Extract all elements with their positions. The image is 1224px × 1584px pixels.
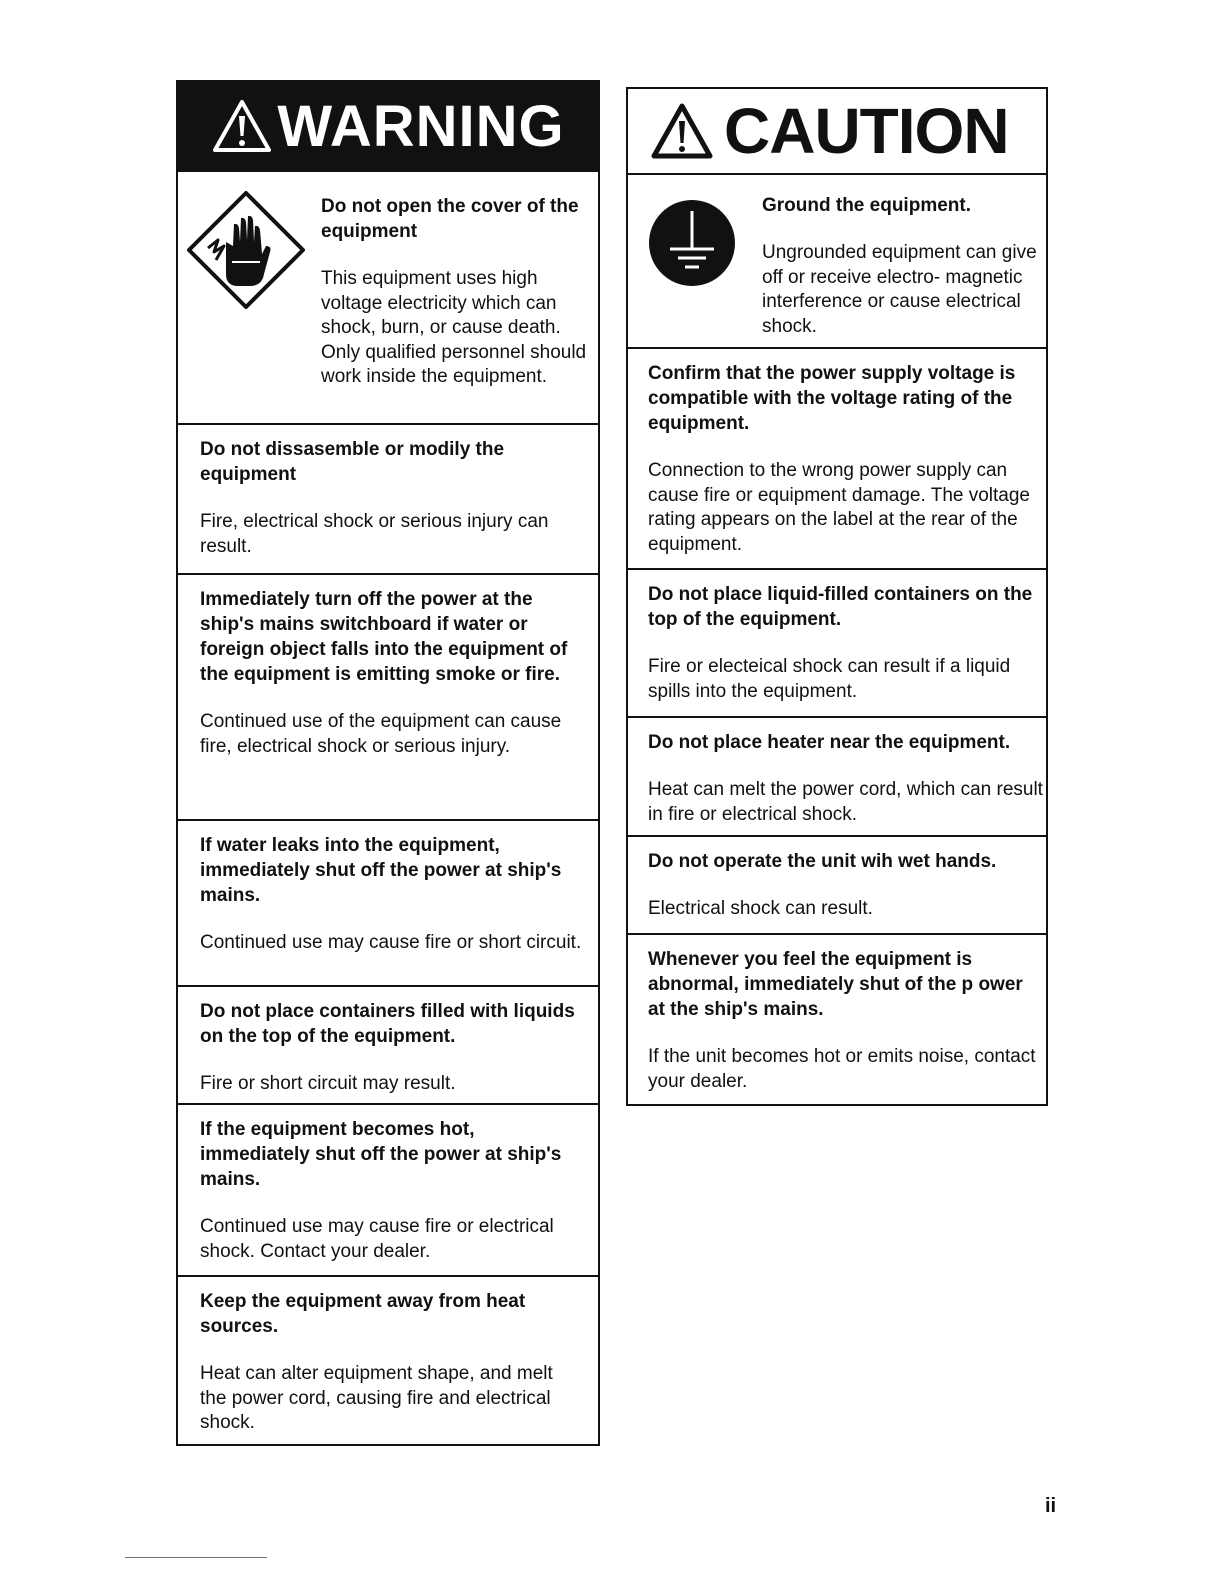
warning-item-body: This equipment uses high voltage electricity which can shock, burn, or cause death. Only qualified personnel should work inside the equipment. xyxy=(321,268,587,387)
high-voltage-hand-icon xyxy=(186,190,306,310)
caution-item-title: Ground the equipment. xyxy=(762,195,971,216)
caution-item-body: Heat can melt the power cord, which can result in fire or electrical shock. xyxy=(648,779,1043,825)
warning-header xyxy=(178,82,598,172)
warning-item-title: Do not dissasemble or modily the equipment xyxy=(200,439,505,485)
caution-item-body: If the unit becomes hot or emits noise, contact your dealer. xyxy=(648,1046,1036,1092)
warning-item-open-cover xyxy=(178,172,598,425)
page-number: ii xyxy=(1045,1495,1057,1517)
warning-column xyxy=(176,80,600,1446)
caution-item-voltage xyxy=(628,349,1046,570)
caution-item-abnormal xyxy=(628,935,1046,1104)
warning-triangle-icon xyxy=(211,98,273,154)
ground-symbol-icon xyxy=(648,199,736,287)
warning-item-body: Fire or short circuit may result. xyxy=(200,1073,456,1094)
warning-item-heat-sources xyxy=(178,1277,598,1444)
warning-item-title: Do not open the cover of the equipment xyxy=(321,196,579,242)
warning-item-becomes-hot xyxy=(178,1105,598,1277)
warning-item-body: Continued use may cause fire or electrical shock. Contact your dealer. xyxy=(200,1216,554,1262)
warning-item-title: If water leaks into the equipment, immediately shut off the power at ship's mains. xyxy=(200,835,562,906)
caution-item-title: Do not place heater near the equipment. xyxy=(648,732,1011,753)
warning-item-body: Heat can alter equipment shape, and melt the power cord, causing fire and electrical shock. xyxy=(200,1363,553,1433)
warning-item-disassemble xyxy=(178,425,598,575)
warning-item-title: Do not place containers filled with liquids on the top of the equipment. xyxy=(200,1001,575,1047)
caution-item-heater xyxy=(628,718,1046,837)
caution-item-title: Whenever you feel the equipment is abnormal, immediately shut of the p ower at the ship's mains. xyxy=(648,949,1023,1020)
warning-item-title: If the equipment becomes hot, immediately shut off the power at ship's mains. xyxy=(200,1119,562,1190)
caution-triangle-icon xyxy=(650,101,714,161)
caution-title: CAUTION xyxy=(724,95,1009,167)
caution-item-liquid-containers xyxy=(628,570,1046,718)
caution-item-wet-hands xyxy=(628,837,1046,935)
caution-item-title: Confirm that the power supply voltage is compatible with the voltage rating of the equipment. xyxy=(648,363,1016,434)
warning-item-title: Immediately turn off the power at the ship's mains switchboard if water or foreign object falls into the equipment of the equipment is emitting smoke or fire. xyxy=(200,589,568,685)
warning-item-liquid-containers xyxy=(178,987,598,1105)
caution-item-text xyxy=(762,193,1042,339)
caution-item-ground xyxy=(628,175,1046,349)
warning-item-turn-off-power xyxy=(178,575,598,821)
footer-divider xyxy=(125,1557,267,1558)
warning-item-water-leaks xyxy=(178,821,598,987)
caution-item-body: Fire or electeical shock can result if a liquid spills into the equipment. xyxy=(648,656,1011,702)
warning-title: WARNING xyxy=(277,93,565,159)
caution-item-title: Do not place liquid-filled containers on the top of the equipment. xyxy=(648,584,1033,630)
caution-column xyxy=(626,87,1048,1106)
warning-item-title: Keep the equipment away from heat sources. xyxy=(200,1291,526,1337)
caution-item-body: Connection to the wrong power supply can cause fire or equipment damage. The voltage rating appears on the label at the rear of the equipment. xyxy=(648,460,1030,555)
caution-item-body: Electrical shock can result. xyxy=(648,898,873,919)
warning-item-body: Continued use of the equipment can cause fire, electrical shock or serious injury. xyxy=(200,711,562,757)
caution-header xyxy=(628,89,1046,175)
warning-item-body: Fire, electrical shock or serious injury can result. xyxy=(200,511,549,557)
warning-item-body: Continued use may cause fire or short circuit. xyxy=(200,932,582,953)
caution-item-title: Do not operate the unit wih wet hands. xyxy=(648,851,997,872)
warning-item-text xyxy=(321,194,591,390)
caution-item-body: Ungrounded equipment can give off or receive electro- magnetic interference or cause electrical shock. xyxy=(762,242,1037,337)
